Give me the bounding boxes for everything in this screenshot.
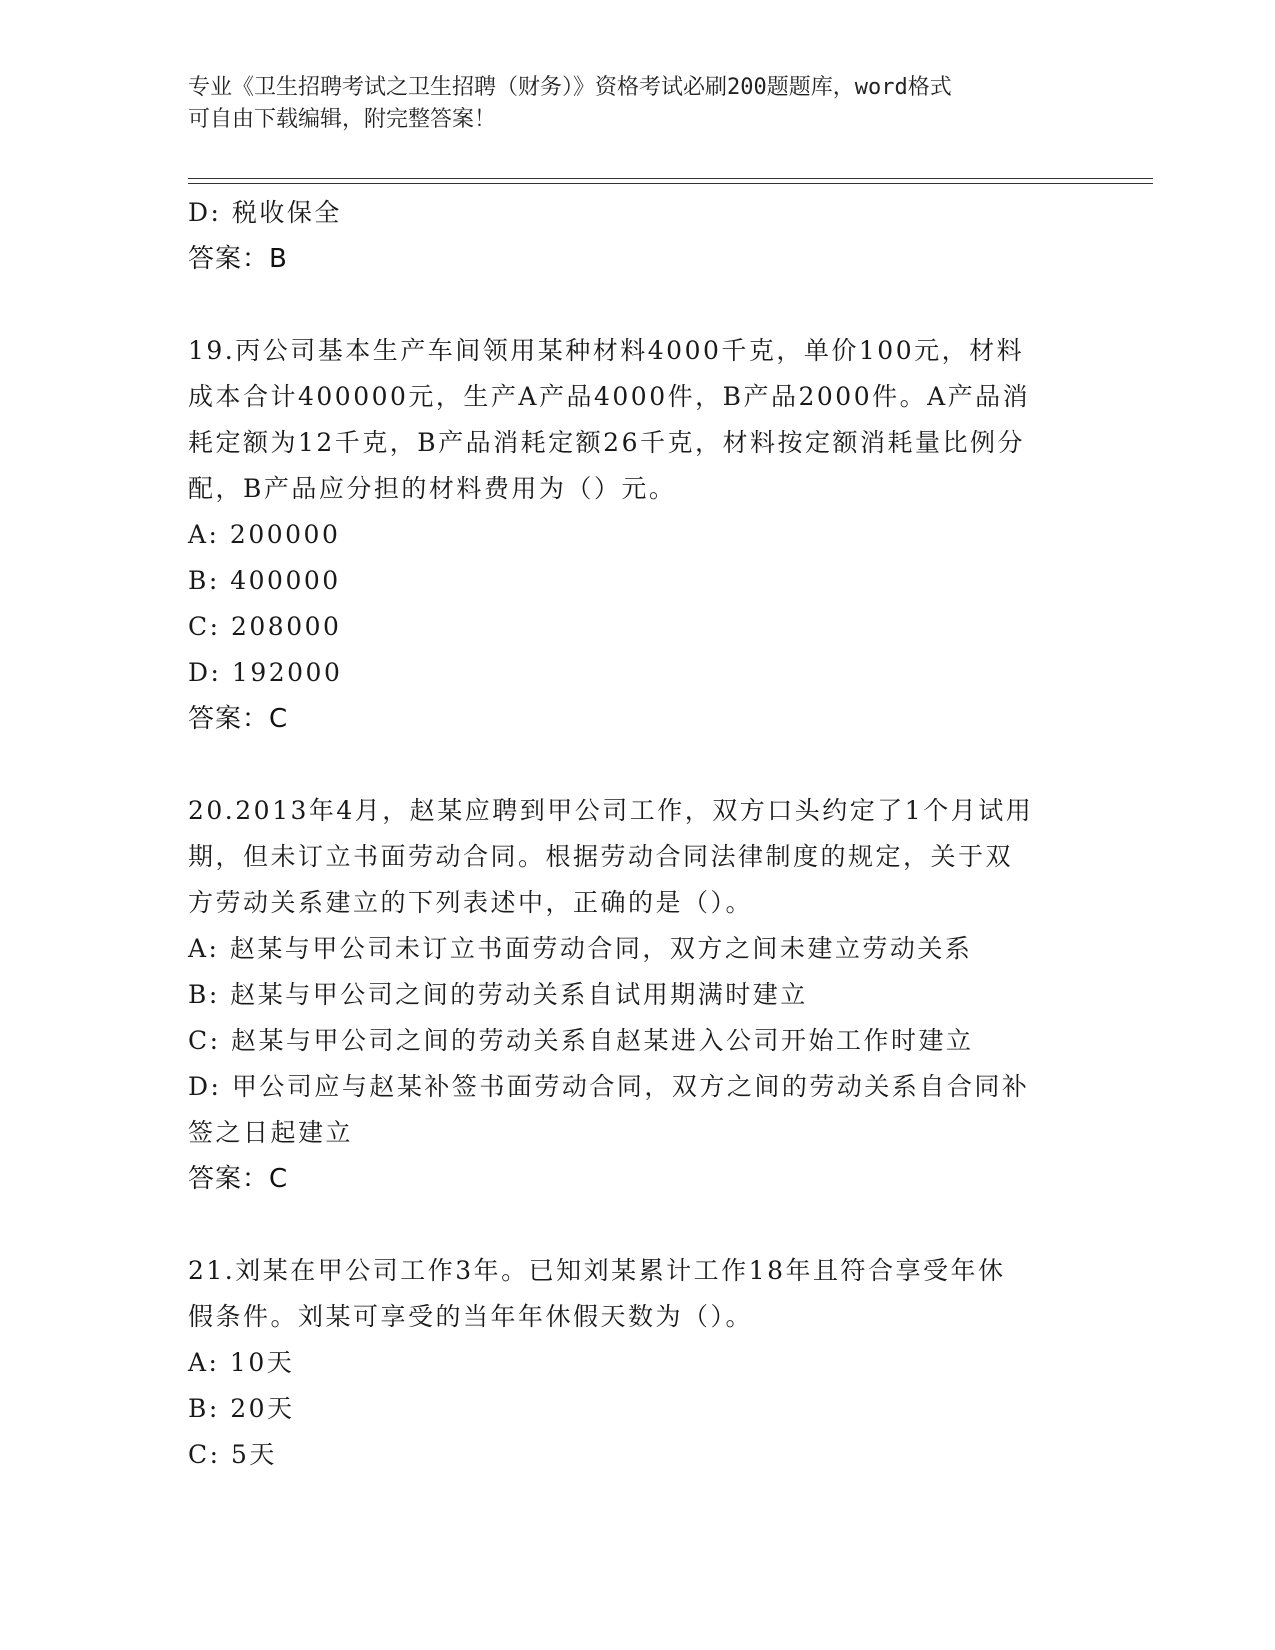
question-text-line: 20.2013年4月，赵某应聘到甲公司工作，双方口头约定了1个月试用 [188, 796, 1034, 825]
question-text-line: 假条件。刘某可享受的当年年休假天数为（）。 [188, 1302, 754, 1331]
answer: 答案：C [188, 1164, 289, 1194]
spacer [188, 1202, 1088, 1248]
option-b: B: 赵某与甲公司之间的劳动关系自试用期满时建立 [188, 980, 808, 1009]
option-d: D: 甲公司应与赵某补签书面劳动合同，双方之间的劳动关系自合同补 [188, 1072, 1030, 1101]
header-divider-bottom [188, 183, 1153, 184]
header-line-2: 可自由下载编辑，附完整答案！ [188, 107, 497, 132]
option-d-continued: 签之日起建立 [188, 1118, 354, 1147]
spacer [188, 742, 1088, 788]
option-a: A: 10天 [188, 1348, 295, 1377]
header-line-1: 专业《卫生招聘考试之卫生招聘（财务）》资格考试必刷200题题库，word格式 [188, 75, 952, 100]
prev-answer: 答案：B [188, 244, 288, 274]
option-c: C: 208000 [188, 612, 342, 641]
question-text-line: 19.丙公司基本生产车间领用某种材料4000千克，单价100元，材料 [188, 336, 1025, 365]
header-divider-top [188, 178, 1153, 179]
question-text-line: 耗定额为12千克，B产品消耗定额26千克，材料按定额消耗量比例分 [188, 428, 1025, 457]
spacer [188, 282, 1088, 328]
question-text-line: 方劳动关系建立的下列表述中，正确的是（）。 [188, 888, 754, 917]
option-a: A: 赵某与甲公司未订立书面劳动合同，双方之间未建立劳动关系 [188, 934, 973, 963]
option-c: C: 5天 [188, 1440, 277, 1469]
option-a: A: 200000 [188, 520, 341, 549]
question-21 [188, 1248, 1088, 1478]
question-20 [188, 788, 1088, 1202]
question-text-line: 期，但未订立书面劳动合同。根据劳动合同法律制度的规定，关于双 [188, 842, 1014, 871]
option-c: C: 赵某与甲公司之间的劳动关系自赵某进入公司开始工作时建立 [188, 1026, 974, 1055]
prev-option-d: D: 税收保全 [188, 198, 342, 227]
option-b: B: 20天 [188, 1394, 295, 1423]
page-header [188, 72, 1088, 136]
option-b: B: 400000 [188, 566, 341, 595]
question-content [188, 190, 1088, 1478]
question-text-line: 配，B产品应分担的材料费用为（）元。 [188, 474, 677, 503]
question-text-line: 成本合计400000元，生产A产品4000件，B产品2000件。A产品消 [188, 382, 1031, 411]
answer: 答案：C [188, 704, 289, 734]
option-d: D: 192000 [188, 658, 343, 687]
question-text-line: 21.刘某在甲公司工作3年。已知刘某累计工作18年且符合享受年休 [188, 1256, 1006, 1285]
question-19 [188, 328, 1088, 742]
